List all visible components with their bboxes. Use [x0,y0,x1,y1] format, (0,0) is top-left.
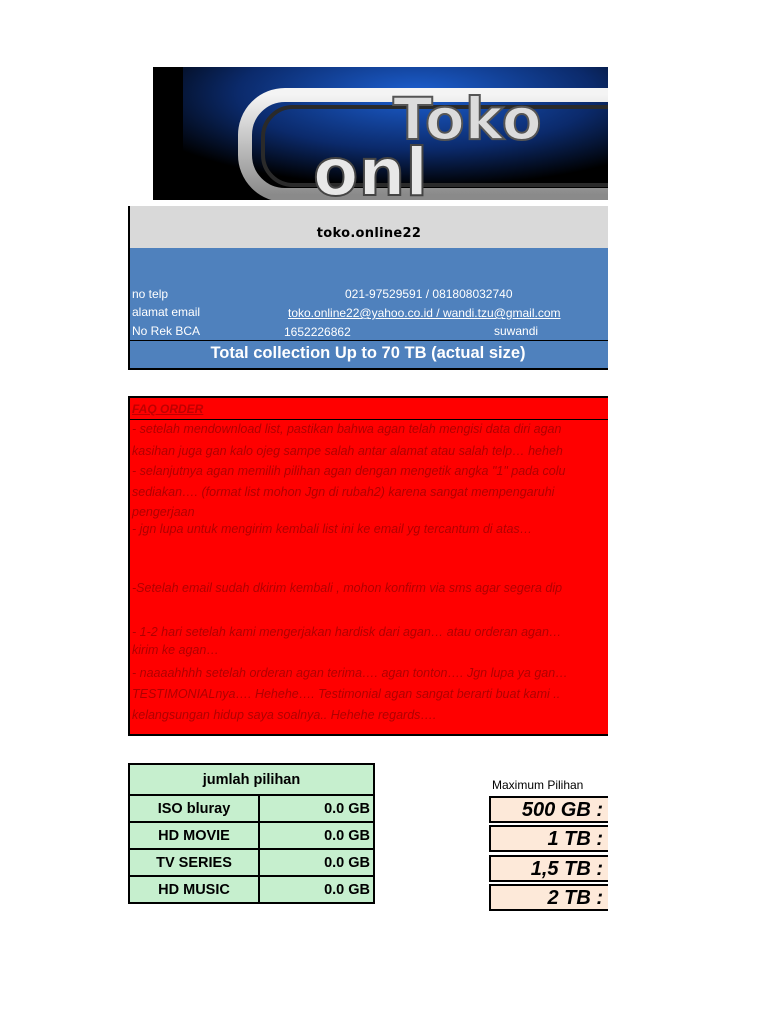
maximum-label: Maximum Pilihan [492,778,584,792]
shop-title: toko.online22 [316,226,422,241]
selection-total-table [128,763,375,904]
category-name: HD MOVIE [129,822,259,849]
faq-line: kirim ke agan… [132,643,219,657]
bank-label: No Rek BCA [132,324,201,338]
logo-text-top: Toko [393,85,542,153]
email-label: alamat email [132,305,201,319]
table-row [129,849,374,876]
faq-line: kasihan juga gan kalo ojeg sampe salah antar alamat atau salah telp… heheh [132,444,563,458]
max-option-box [489,825,608,852]
table-header-row [129,764,374,795]
faq-line: - selanjutnya agan memilih pilihan agan dengan mengetik angka "1" pada colu [132,464,566,478]
faq-line: sediakan…. (format list mohon Jgn di rubah2) karena sangat mempengaruhi [132,485,555,499]
max-option-box [489,796,608,823]
max-option-value: 1,5 TB : [530,858,603,880]
shop-title-row [128,206,608,248]
faq-line: - naaaahhhh setelah orderan agan terima…. agan tonton…. Jgn lupa ya gan… [132,666,568,680]
category-name: TV SERIES [129,849,259,876]
phone-value: 021-97529591 / 081808032740 [345,287,513,301]
faq-line: - 1-2 hari setelah kami mengerjakan hardisk dari agan… atau orderan agan… [132,625,562,639]
faq-divider [130,419,608,420]
phone-label: no telp [132,287,169,301]
category-size: 0.0 GB [259,822,374,849]
faq-line: - setelah mendownload list, pastikan bahwa agan telah mengisi data diri agan [132,422,562,436]
bank-account-name: suwandi [494,324,539,338]
faq-title: FAQ ORDER [132,402,204,416]
table-header: jumlah pilihan [129,764,374,795]
category-name: HD MUSIC [129,876,259,903]
category-name: ISO bluray [129,795,259,822]
toko-online-banner [153,67,608,200]
max-option-value: 500 GB : [521,799,603,821]
faq-line: - jgn lupa untuk mengirim kembali list ini ke email yg tercantum di atas… [132,522,533,536]
bank-account-number: 1652226862 [284,325,351,339]
max-option-value: 1 TB : [547,828,603,850]
category-size: 0.0 GB [259,876,374,903]
email-link[interactable]: toko.online22@yahoo.co.id / wandi.tzu@gmail.com [288,306,561,320]
faq-line: kelangsungan hidup saya soalnya.. Hehehe regards…. [132,708,437,722]
table-row [129,795,374,822]
max-option-box [489,855,608,882]
collection-banner [128,340,608,370]
faq-line: TESTIMONIALnya…. Hehehe…. Testimonial agan sangat berarti buat kami .. [132,687,561,701]
category-size: 0.0 GB [259,849,374,876]
faq-line: -Setelah email sudah dkirim kembali , mohon konfirm via sms agar segera dip [132,581,563,595]
table-row [129,822,374,849]
category-size: 0.0 GB [259,795,374,822]
table-row [129,876,374,903]
faq-order-block [128,396,608,736]
max-option-box [489,884,608,911]
logo-text-bottom: onl [313,134,428,200]
max-option-value: 2 TB : [547,887,603,909]
collection-text: Total collection Up to 70 TB (actual size) [210,344,526,362]
faq-line: pengerjaan [132,505,195,519]
